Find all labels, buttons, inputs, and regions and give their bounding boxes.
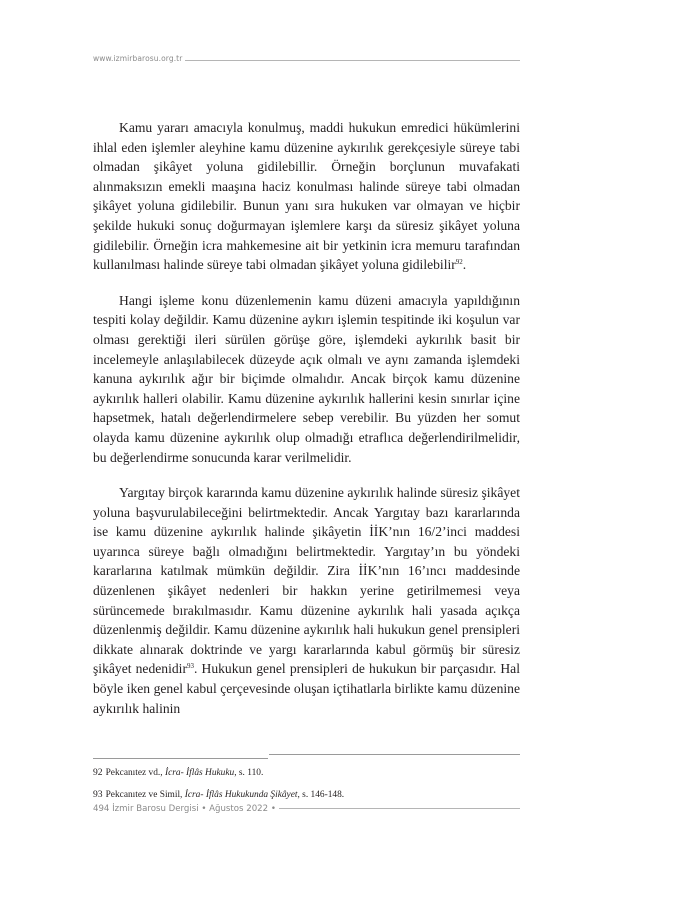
paragraph-3 [93,483,520,718]
body-text [93,118,520,718]
footnote-title: İcra- İflâs Hukukunda Şikâyet [184,790,298,800]
footnote-reference: 92 [455,258,463,267]
footnote-title: İcra- İflâs Hukuku [164,768,235,778]
paragraph-text: Hangi işleme konu düzenlemenin kamu düzeni amacıyla yapıldığının tespiti kolay değildir. Kamu düzenine aykırı işlemin tespitinde iki koşulun var olması gerektiği ileri sürülen görüşe göre, işlemdeki aykırılık basit bir incelemeyle anlaşılabilecek düzeyde açık olmalı ve aynı zamanda işlemdeki kanuna aykırılık ağır bir biçimde olmalıdır. Ancak birçok kamu düzenine aykırılık halleri olabilir. Kamu düzenine aykırılık hallerini kesin sınırlar içine hapsetmek, hatalı değerlendirmelere sebep verebilir. Bu yüzden her somut olayda kamu düzenine aykırılık olup olmadığı etraflıca değerlendirilmelidir, bu değerlendirme sonucunda karar verilmelidir. [93,292,520,465]
footer-rule [263,808,520,809]
footnote-reference: 93 [186,662,194,671]
header-url: www.izmirbarosu.org.tr [93,53,185,65]
footnote-92: 92 Pekcanıtez vd., İcra- İflâs Hukuku, s. 110. [93,767,264,778]
footer-text: 494 İzmir Barosu Dergisi • Ağustos 2022 • [93,803,279,815]
paragraph-1 [93,118,520,275]
paragraph-tail: . [462,257,467,273]
footnote-number: 93 [93,789,103,800]
paragraph-2 [93,291,520,467]
paragraph-text: Yargıtay birçok kararında kamu düzenine aykırılık halinde süresiz şikâyet yoluna başvurulabileceğini belirtmektedir. Ancak Yargıtay bazı kararlarında ise kamu düzenine aykırılık halinde şikâyetin İİK’nın 16/2’inci maddesi uyarınca süreye bağlı olmadığını belirtmektedir. Yargıtay’ın bu yöndeki kararlarına katılmak mümkün değildir. Zira İİK’nın 16’ıncı maddesinde düzenlenen şikâyet nedenleri bir hakkın yerine getirilmemesi veya sürüncemede bırakılmasıdır. Kamu düzenine aykırılık hali yasada açıkça düzenlenmiş değildir. Kamu düzenine aykırılık hali hukukun genel prensipleri dikkate alınarak doktrinde ve yargı kararlarında kabul görmüş bir süresiz şikâyet nedenidir [93,485,520,677]
paragraph-text: Kamu yararı amacıyla konulmuş, maddi hukukun emredici hükümlerini ihlal eden işlemler aleyhine kamu düzenine aykırılık gerekçesiyle süreye tabi olmadan şikâyet yoluna gidilebillir. Örneğin borçlunun muvafakati alınmaksızın emekli maaşına haciz konulması halinde süreye tabi olmadan şikâyet yoluna gidilebilir. Bunun yanı sıra hukuken var olmayan ve hiçbir şekilde hukuki sonuç doğurmayan işlemlere karşı da süresiz şikâyet yoluna gidilebilir. Örneğin icra mahkemesine ait bir yetkinin icra memuru tarafından kullanılması halinde süreye tabi olmadan şikâyet yoluna gidilebilir [93,120,520,273]
footnote-number: 92 [93,767,103,778]
paragraph-tail: . Hukukun genel prensipleri de hukukun bir parçasıdır. Hal böyle iken genel kabul çerçevesinde oluşan içtihatlarla birlikte kamu düzenine aykırılık halinin [93,661,520,716]
footnote-93: 93 Pekcanıtez ve Simil, İcra- İflâs Hukukunda Şikâyet, s. 146-148. [93,789,345,800]
page-footer [93,803,520,819]
footnote-separator [93,754,520,762]
page-header [93,53,520,67]
